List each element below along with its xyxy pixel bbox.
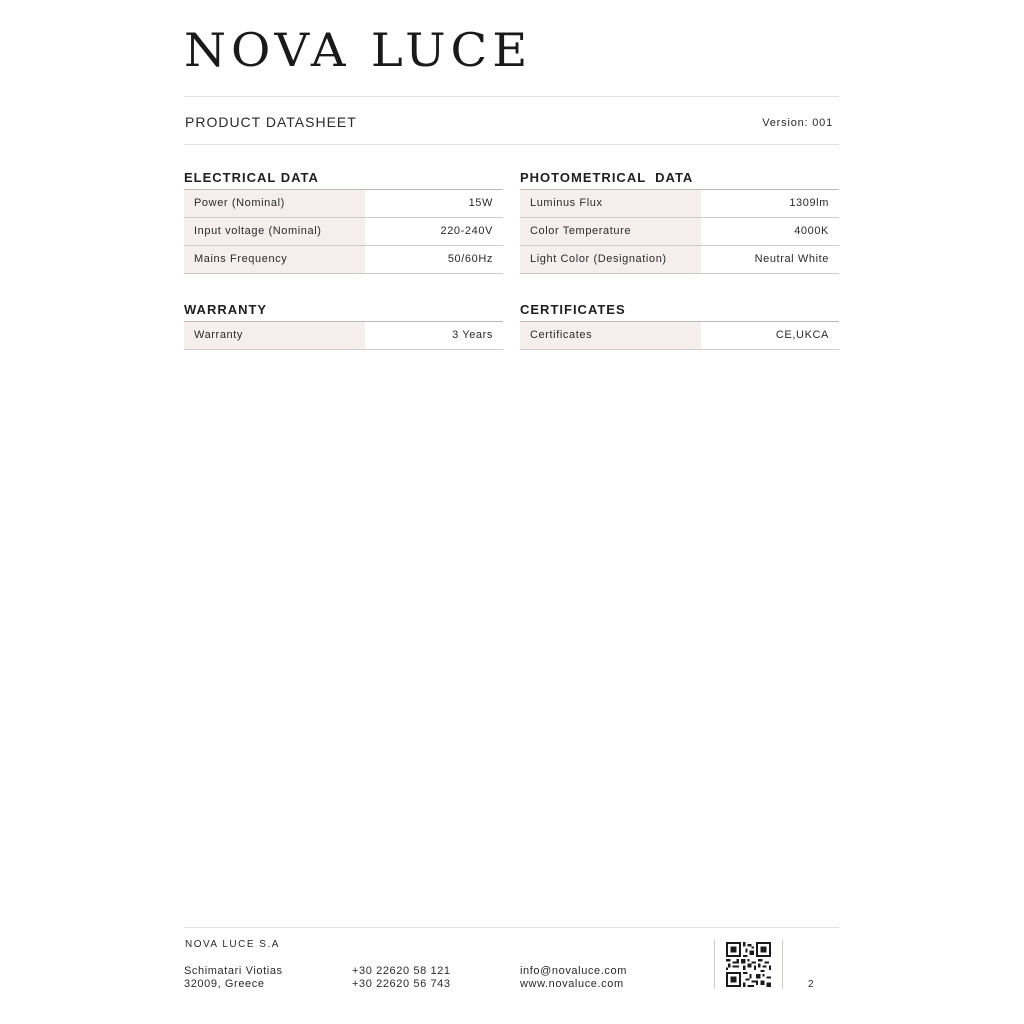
document-title: PRODUCT DATASHEET: [185, 114, 357, 130]
table-row: [184, 322, 503, 350]
table-row: [520, 190, 839, 218]
row-value: 4000K: [794, 225, 829, 237]
footer-address-line2: 32009, Greece: [184, 978, 265, 990]
row-label: Mains Frequency: [184, 246, 365, 273]
page-number: 2: [808, 979, 814, 990]
section-title: ELECTRICAL DATA: [184, 170, 319, 185]
footer-qr-divider-left: [714, 940, 715, 989]
row-value: 220-240V: [440, 225, 493, 237]
row-value: Neutral White: [754, 253, 829, 265]
section-certificates: [520, 301, 839, 350]
row-label: Luminus Flux: [520, 190, 701, 217]
row-label: Input voltage (Nominal): [184, 218, 365, 245]
brand-logo: NOVA LUCE: [184, 24, 533, 78]
table-row: [520, 218, 839, 246]
footer-phone-2: +30 22620 56 743: [352, 978, 451, 990]
section-photometrical: [520, 169, 839, 274]
footer-email[interactable]: info@novaluce.com: [520, 965, 627, 977]
header-divider-top: [184, 96, 839, 97]
section-electrical: [184, 169, 503, 274]
row-label: Power (Nominal): [184, 190, 365, 217]
row-value: 15W: [468, 197, 493, 209]
row-value: 50/60Hz: [447, 253, 493, 265]
table-row: [520, 246, 839, 274]
section-title: PHOTOMETRICAL DATA: [520, 170, 694, 185]
section-title: WARRANTY: [184, 302, 268, 317]
footer-qr-divider-right: [782, 940, 783, 989]
qr-code-icon: [726, 942, 771, 987]
row-label: Certificates: [520, 322, 701, 349]
footer-address-line1: Schimatari Viotias: [184, 965, 283, 977]
table-row: [184, 190, 503, 218]
document-version: Version: 001: [762, 117, 833, 129]
row-label: Warranty: [184, 322, 365, 349]
row-label: Color Temperature: [520, 218, 701, 245]
header-divider-bottom: [184, 144, 839, 145]
footer-company-name: NOVA LUCE S.A: [185, 939, 280, 950]
section-title: CERTIFICATES: [520, 302, 626, 317]
table-row: [184, 246, 503, 274]
row-label: Light Color (Designation): [520, 246, 701, 273]
footer-phone-1: +30 22620 58 121: [352, 965, 451, 977]
section-warranty: [184, 301, 503, 350]
row-value: 3 Years: [452, 329, 493, 341]
footer-website[interactable]: www.novaluce.com: [520, 978, 624, 990]
table-row: [184, 218, 503, 246]
row-value: CE,UKCA: [775, 329, 829, 341]
table-row: [520, 322, 839, 350]
footer-divider: [184, 927, 839, 928]
row-value: 1309lm: [789, 197, 829, 209]
